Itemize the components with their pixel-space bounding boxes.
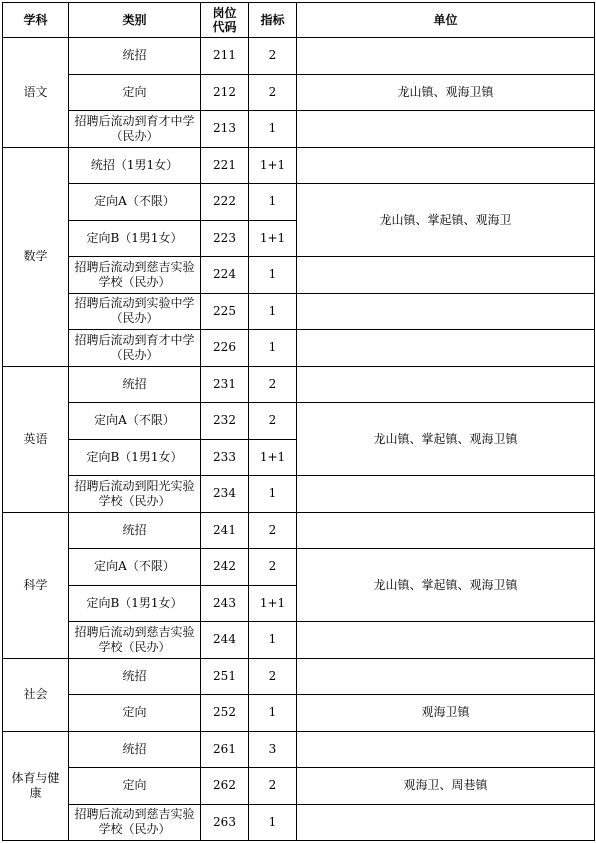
unit-cell: 龙山镇、掌起镇、观海卫 — [297, 184, 595, 257]
unit-cell — [297, 147, 595, 184]
unit-cell: 龙山镇、掌起镇、观海卫镇 — [297, 549, 595, 622]
category-cell: 定向 — [69, 768, 201, 805]
header-subject: 学科 — [3, 3, 69, 38]
category-cell: 招聘后流动到实验中学（民办） — [69, 293, 201, 330]
category-cell: 招聘后流动到慈吉实验学校（民办） — [69, 622, 201, 659]
table-row — [3, 731, 595, 768]
code-cell: 252 — [201, 695, 249, 732]
quota-cell: 2 — [249, 512, 297, 549]
code-cell: 234 — [201, 476, 249, 513]
table-row — [3, 622, 595, 659]
quota-cell: 2 — [249, 74, 297, 111]
quota-cell: 3 — [249, 731, 297, 768]
code-cell: 232 — [201, 403, 249, 440]
code-cell: 263 — [201, 804, 249, 841]
quota-cell: 1+1 — [249, 220, 297, 257]
table-row — [3, 74, 595, 111]
table-row — [3, 658, 595, 695]
table-row — [3, 403, 595, 440]
quota-cell: 2 — [249, 403, 297, 440]
code-cell: 226 — [201, 330, 249, 367]
quota-cell: 1+1 — [249, 439, 297, 476]
table-row — [3, 512, 595, 549]
code-cell: 233 — [201, 439, 249, 476]
category-cell: 定向A（不限） — [69, 549, 201, 586]
category-cell: 统招 — [69, 512, 201, 549]
header-code-text: 岗位 代码 — [212, 6, 237, 34]
table-row — [3, 768, 595, 805]
table-row — [3, 147, 595, 184]
table-header-row — [3, 3, 595, 38]
quota-cell: 1 — [249, 330, 297, 367]
unit-cell — [297, 330, 595, 367]
quota-cell: 2 — [249, 38, 297, 75]
category-cell: 招聘后流动到阳光实验学校（民办） — [69, 476, 201, 513]
subject-cell: 科学 — [3, 512, 69, 658]
unit-cell — [297, 293, 595, 330]
unit-cell — [297, 804, 595, 841]
code-cell: 261 — [201, 731, 249, 768]
unit-cell: 观海卫、周巷镇 — [297, 768, 595, 805]
category-cell: 招聘后流动到育才中学（民办） — [69, 330, 201, 367]
subject-cell: 英语 — [3, 366, 69, 512]
category-cell: 招聘后流动到慈吉实验学校（民办） — [69, 257, 201, 294]
category-cell: 统招 — [69, 366, 201, 403]
unit-cell — [297, 512, 595, 549]
table-row — [3, 184, 595, 221]
category-cell: 招聘后流动到育才中学（民办） — [69, 111, 201, 148]
unit-cell: 龙山镇、掌起镇、观海卫镇 — [297, 403, 595, 476]
subject-cell: 体育与健康 — [3, 731, 69, 841]
code-cell: 262 — [201, 768, 249, 805]
header-code — [201, 3, 249, 38]
unit-cell — [297, 38, 595, 75]
unit-cell — [297, 111, 595, 148]
unit-cell: 观海卫镇 — [297, 695, 595, 732]
quota-cell: 1 — [249, 804, 297, 841]
category-cell: 定向 — [69, 695, 201, 732]
table-row — [3, 257, 595, 294]
subject-cell: 社会 — [3, 658, 69, 731]
category-cell: 统招（1男1女） — [69, 147, 201, 184]
table-row — [3, 366, 595, 403]
code-cell: 224 — [201, 257, 249, 294]
table-row — [3, 549, 595, 586]
code-cell: 222 — [201, 184, 249, 221]
unit-cell — [297, 731, 595, 768]
quota-cell: 1+1 — [249, 147, 297, 184]
quota-cell: 2 — [249, 366, 297, 403]
quota-cell: 1 — [249, 622, 297, 659]
category-cell: 统招 — [69, 731, 201, 768]
recruitment-table — [2, 2, 595, 841]
category-cell: 定向B（1男1女） — [69, 439, 201, 476]
unit-cell — [297, 658, 595, 695]
subject-cell: 数学 — [3, 147, 69, 366]
code-cell: 225 — [201, 293, 249, 330]
unit-cell: 龙山镇、观海卫镇 — [297, 74, 595, 111]
quota-cell: 1 — [249, 476, 297, 513]
quota-cell: 1 — [249, 111, 297, 148]
header-unit: 单位 — [297, 3, 595, 38]
quota-cell: 2 — [249, 549, 297, 586]
quota-cell: 1 — [249, 257, 297, 294]
category-cell: 统招 — [69, 658, 201, 695]
category-cell: 统招 — [69, 38, 201, 75]
category-cell: 招聘后流动到慈吉实验学校（民办） — [69, 804, 201, 841]
table-row — [3, 804, 595, 841]
code-cell: 221 — [201, 147, 249, 184]
unit-cell — [297, 366, 595, 403]
code-cell: 223 — [201, 220, 249, 257]
unit-cell — [297, 622, 595, 659]
code-cell: 242 — [201, 549, 249, 586]
code-cell: 251 — [201, 658, 249, 695]
quota-cell: 2 — [249, 658, 297, 695]
subject-cell: 语文 — [3, 38, 69, 148]
table-row — [3, 330, 595, 367]
code-cell: 231 — [201, 366, 249, 403]
code-cell: 212 — [201, 74, 249, 111]
table-row — [3, 695, 595, 732]
table-row — [3, 38, 595, 75]
header-category: 类别 — [69, 3, 201, 38]
table-row — [3, 293, 595, 330]
category-cell: 定向 — [69, 74, 201, 111]
code-cell: 211 — [201, 38, 249, 75]
quota-cell: 1 — [249, 293, 297, 330]
category-cell: 定向B（1男1女） — [69, 220, 201, 257]
table-row — [3, 476, 595, 513]
quota-cell: 1 — [249, 184, 297, 221]
code-cell: 241 — [201, 512, 249, 549]
category-cell: 定向A（不限） — [69, 403, 201, 440]
header-quota: 指标 — [249, 3, 297, 38]
quota-cell: 1 — [249, 695, 297, 732]
code-cell: 243 — [201, 585, 249, 622]
unit-cell — [297, 476, 595, 513]
code-cell: 244 — [201, 622, 249, 659]
category-cell: 定向B（1男1女） — [69, 585, 201, 622]
unit-cell — [297, 257, 595, 294]
quota-cell: 1+1 — [249, 585, 297, 622]
category-cell: 定向A（不限） — [69, 184, 201, 221]
code-cell: 213 — [201, 111, 249, 148]
quota-cell: 2 — [249, 768, 297, 805]
table-row — [3, 111, 595, 148]
